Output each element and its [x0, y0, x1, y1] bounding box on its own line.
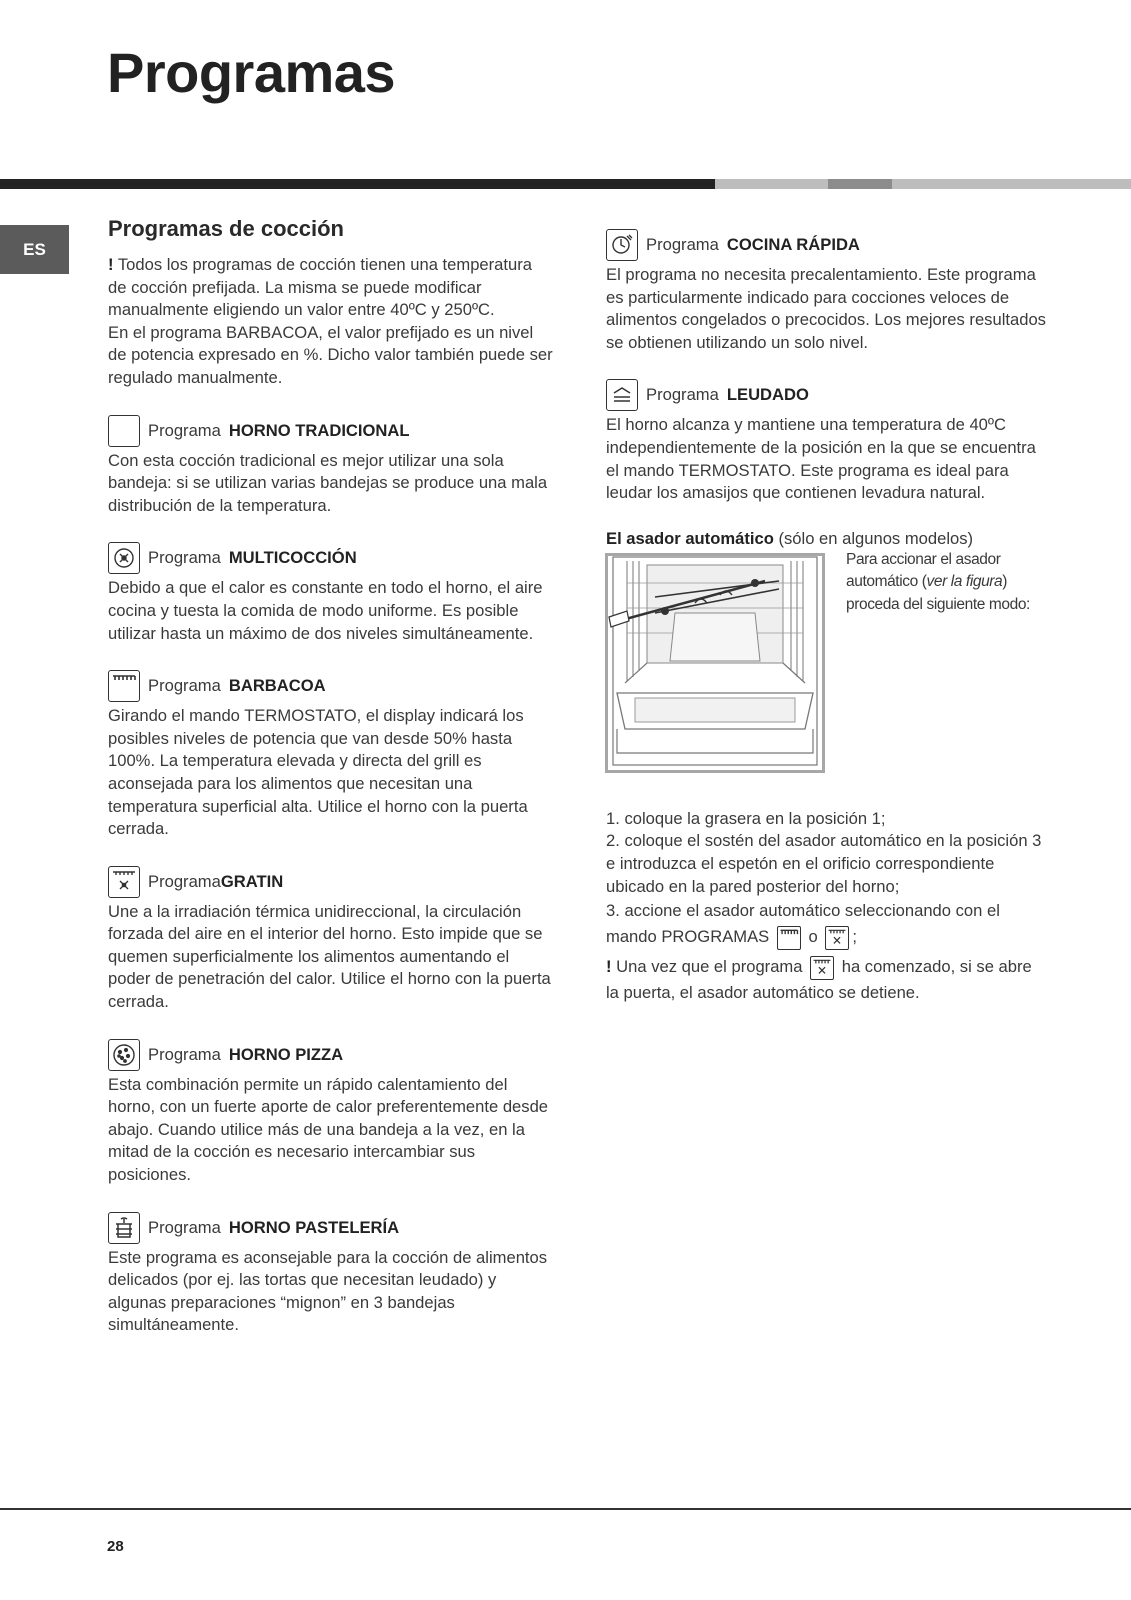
program-barbacoa: [108, 669, 553, 841]
program-name: LEUDADO: [726, 385, 809, 405]
program-horno-pasteleria: [108, 1211, 553, 1337]
fast-cooking-icon: [606, 229, 638, 261]
rotisserie-block: [606, 550, 1046, 778]
program-name: COCINA RÁPIDA: [726, 235, 860, 254]
program-prefix: Programa: [148, 1044, 221, 1064]
figure-reference: ver la figura: [926, 573, 1003, 591]
program-multiccion: [108, 541, 553, 645]
header-rule-light-end: [892, 179, 1131, 189]
program-description: Esta combinación permite un rápido calentamiento del horno, con un fuerte aporte de calor preferentemente desde abajo. Cuando utilice más de una bandeja a la vez, en la mitad de la cocción es necesario intercambiar sus posiciones.: [108, 1074, 549, 1185]
rotisserie-steps: [606, 808, 1046, 1006]
traditional-oven-icon: [108, 415, 140, 447]
warning-mark: !: [108, 255, 114, 274]
program-leudado: [606, 378, 1046, 504]
program-description: Este programa es aconsejable para la cocción de alimentos delicados (por ej. las tortas que necesitan leudado) y algunas preparaciones “mignon” en 3 bandejas simultáneamente.: [108, 1247, 548, 1335]
leavening-icon: [606, 379, 638, 411]
program-cocina-rapida: [606, 228, 1046, 354]
rotisserie-caption: Para accionar el asador automático (ver la figura) proceda del siguiente modo:: [846, 550, 1030, 613]
rotisserie-figure: [605, 553, 825, 773]
language-tab: ES: [0, 225, 69, 274]
header-rule-light: [715, 179, 828, 189]
program-name: HORNO TRADICIONAL: [228, 420, 410, 440]
program-description: Girando el mando TERMOSTATO, el display indicará los posibles niveles de potencia que van desde 50% hasta 100%. La temperatura elevada y directa del grill es aconsejada para los alimentos que necesitan una temperatura superficial alta. Utilice el horno con la puerta cerrada.: [108, 706, 528, 839]
program-label: ProgramaGRATIN: [148, 871, 284, 891]
page-title: Programas: [107, 41, 396, 104]
gratin-icon: [825, 926, 849, 950]
step-2: 2. coloque el sostén del asador automático en la posición 3 e introduzca el espetón en el orificio correspondiente ubicado en la pared posterior del horno;: [606, 831, 1042, 896]
intro-text: Todos los programas de cocción tienen una temperatura de cocción prefijada. La misma se puede modificar manualmente eligiendo un valor entre 40ºC y 250ºC.: [108, 255, 533, 320]
right-column: [606, 228, 1046, 1006]
multicooking-fan-icon: [108, 542, 140, 574]
program-horno-pizza: [108, 1038, 553, 1187]
warning-mark: !: [606, 957, 612, 977]
gratin-icon: [810, 956, 834, 980]
intro-text-2: En el programa BARBACOA, el valor prefijado es un nivel de potencia expresado en %. Dicho valor también puede ser regulado manualmente.: [108, 322, 553, 387]
pastry-oven-icon: [108, 1212, 140, 1244]
step-1: 1. coloque la grasera en la posición 1;: [606, 808, 886, 828]
program-prefix: Programa: [148, 676, 221, 696]
rotisserie-warning: ! Una vez que el programa ha comenzado, si se abre la puerta, el asador automático se detiene.: [606, 957, 1032, 1003]
program-horno-tradicional: [108, 414, 553, 518]
rotisserie-title: El asador automático: [606, 528, 774, 548]
program-prefix: Programa: [646, 235, 719, 254]
intro-paragraph: [108, 254, 553, 322]
program-prefix: Programa: [148, 548, 221, 568]
section-title: Programas de cocción: [108, 216, 344, 241]
program-gratin: [108, 865, 553, 1014]
program-description: El programa no necesita precalentamiento. Este programa es particularmente indicado para cocciones veloces de alimentos congelados o precocidos. Los mejores resultados se obtienen utilizando un solo nivel.: [606, 265, 1046, 352]
program-name: HORNO PIZZA: [228, 1044, 344, 1064]
program-name: HORNO PASTELERÍA: [228, 1217, 400, 1237]
left-column: [108, 216, 553, 1337]
header-rule-mid: [828, 179, 892, 189]
rotisserie-heading: [606, 529, 1046, 549]
program-description: Con esta cocción tradicional es mejor utilizar una sola bandeja: si se utilizan varias bandejas se produce una mala distribución de la temperatura.: [108, 450, 548, 515]
program-description: El horno alcanza y mantiene una temperatura de 40ºC independientemente de la posición en la que se encuentra el mando TERMOSTATO. Este programa es ideal para leudar los amasijos que contienen levadura natural.: [606, 415, 1036, 503]
program-prefix: Programa: [148, 420, 221, 440]
footer-rule: [0, 1508, 1131, 1510]
program-description: Une a la irradiación térmica unidireccional, la circulación forzada del aire en el interior del horno. Esto impide que se quemen superficialmente los alimentos aumentando el poder de penetración del calor. Utilice el horno con la puerta cerrada.: [108, 901, 551, 1012]
program-name: MULTICOCCIÓN: [228, 548, 357, 568]
barbecue-grill-icon: [777, 926, 801, 950]
step-3: 3. accione el asador automático seleccionando con el mando PROGRAMAS o ;: [606, 898, 1046, 950]
page-number: 28: [107, 1538, 124, 1555]
program-prefix: Programa: [148, 1217, 221, 1237]
header-rule-dark: [0, 179, 715, 189]
program-name: BARBACOA: [228, 676, 326, 696]
rotisserie-subtitle: (sólo en algunos modelos): [778, 528, 974, 548]
program-prefix: Programa: [646, 385, 719, 405]
program-description: Debido a que el calor es constante en todo el horno, el aire cocina y tuesta la comida de modo uniforme. Es posible utilizar hasta un máximo de dos niveles simultáneamente.: [108, 578, 543, 643]
pizza-oven-icon: [108, 1039, 140, 1071]
barbecue-grill-icon: [108, 670, 140, 702]
gratin-icon: [108, 866, 140, 898]
